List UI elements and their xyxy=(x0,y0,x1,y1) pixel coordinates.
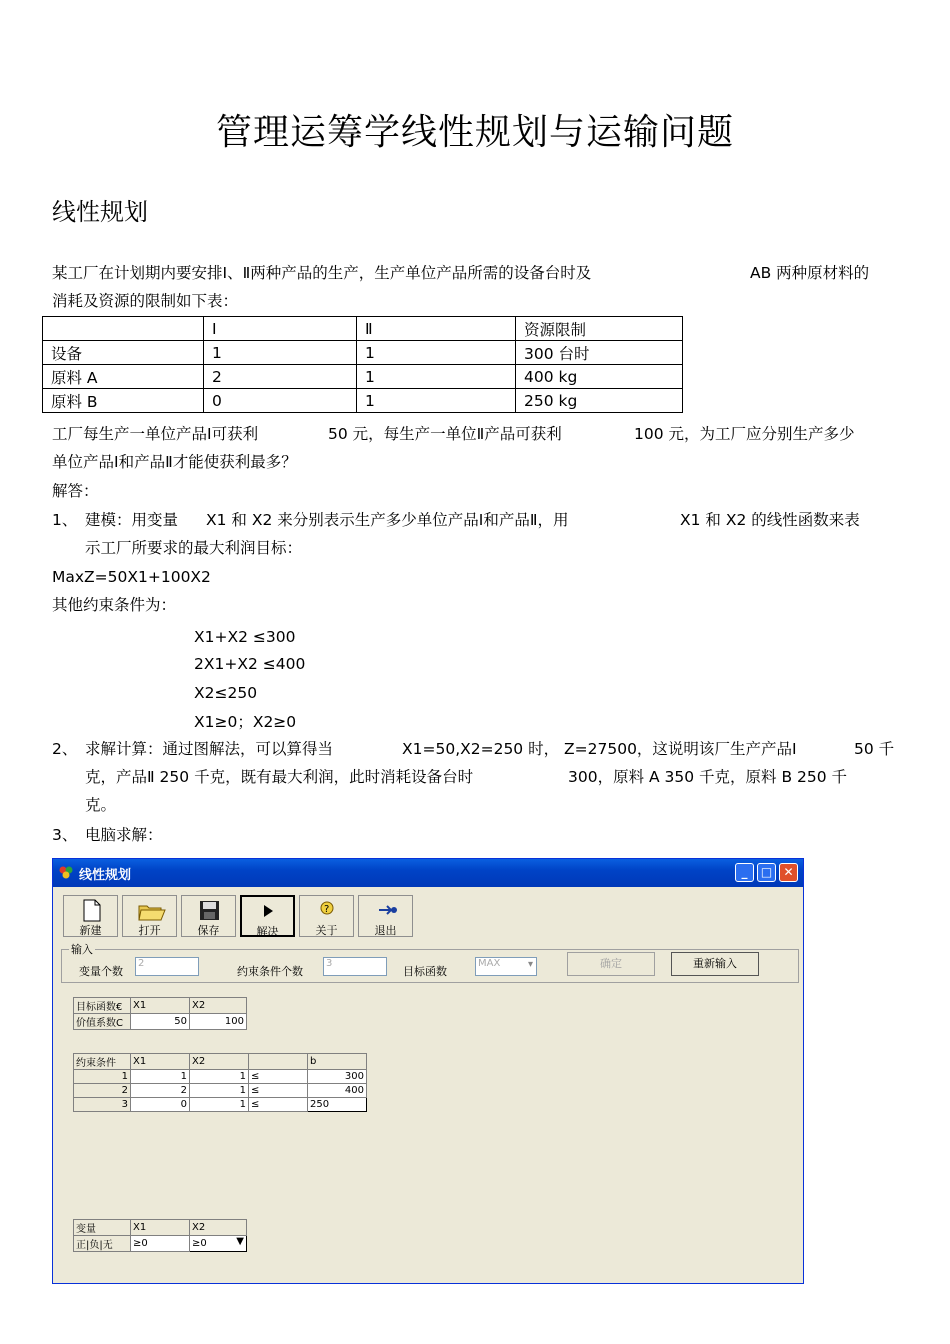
exit-icon xyxy=(359,898,414,922)
constraint-line: 2X1+X2 ≤400 xyxy=(194,655,306,673)
grid-row-label: 价值系数C xyxy=(74,1014,131,1030)
objective-grid xyxy=(73,997,247,1030)
item2-text-c: 50 千 xyxy=(854,740,895,758)
save-button-label: 保存 xyxy=(197,924,220,937)
maximize-button[interactable] xyxy=(757,863,776,882)
window-titlebar[interactable] xyxy=(53,859,803,887)
grid-row-label: 1 xyxy=(74,1070,131,1084)
about-button-label: 关于 xyxy=(315,924,338,937)
constraint-line: X1+X2 ≤300 xyxy=(194,628,296,646)
cons-count-input[interactable]: 3 xyxy=(323,957,387,976)
table-cell: 250 kg xyxy=(516,389,683,413)
grid-header: b xyxy=(308,1054,367,1070)
table-cell: 设备 xyxy=(43,341,204,365)
help-icon xyxy=(300,898,355,922)
grid-row-label: 正|负|无 xyxy=(74,1236,131,1252)
close-icon: ✕ xyxy=(783,865,794,879)
variable-grid xyxy=(73,1219,247,1252)
save-button[interactable] xyxy=(181,895,236,937)
sign-select[interactable] xyxy=(190,1236,247,1252)
table-cell: 1 xyxy=(357,341,516,365)
table-cell: 1 xyxy=(357,365,516,389)
grid-cell[interactable]: ≥0 xyxy=(131,1236,190,1252)
intro-text-1b: AB 两种原材料的 xyxy=(750,264,870,282)
item2-text-b: X1=50,X2=250 时， Z=27500，这说明该厂生产产品Ⅰ xyxy=(402,740,797,758)
objective-select[interactable] xyxy=(475,957,537,976)
table-row xyxy=(43,341,683,365)
table-row xyxy=(43,389,683,413)
grid-cell[interactable]: 2 xyxy=(131,1084,190,1098)
grid-header xyxy=(249,1054,308,1070)
grid-cell[interactable]: 1 xyxy=(190,1070,249,1084)
grid-header: X2 xyxy=(190,998,247,1014)
input-frame-label: 输入 xyxy=(71,943,93,956)
table-cell: 原料 B xyxy=(43,389,204,413)
new-button-label: 新建 xyxy=(79,924,102,937)
answer-label: 解答： xyxy=(52,482,99,500)
svg-text:?: ? xyxy=(324,904,330,915)
open-button-label: 打开 xyxy=(138,924,161,937)
grid-cell[interactable]: 1 xyxy=(131,1070,190,1084)
grid-cell-editing[interactable]: 250 xyxy=(308,1098,367,1112)
section-heading: 线性规划 xyxy=(52,198,148,226)
profit-text-1a: 工厂每生产一单位产品Ⅰ可获利 xyxy=(52,425,259,443)
grid-cell[interactable]: 1 xyxy=(190,1098,249,1112)
save-icon xyxy=(182,898,237,922)
grid-row-label: 3 xyxy=(74,1098,131,1112)
table-cell xyxy=(43,317,204,341)
item3-text: 电脑求解： xyxy=(85,826,163,844)
new-file-icon xyxy=(64,898,119,922)
resource-table xyxy=(42,316,683,413)
page-title: 管理运筹学线性规划与运输问题 xyxy=(215,112,734,153)
grid-cell[interactable]: 100 xyxy=(190,1014,247,1030)
table-cell: 1 xyxy=(357,389,516,413)
table-row xyxy=(43,365,683,389)
table-cell: 400 kg xyxy=(516,365,683,389)
table-cell: Ⅰ xyxy=(204,317,357,341)
sign-select-value: ≥0 xyxy=(192,1238,207,1249)
table-row xyxy=(74,1084,367,1098)
new-button[interactable] xyxy=(63,895,118,937)
lp-window xyxy=(52,858,804,1284)
item-number: 2、 xyxy=(52,740,78,758)
grid-cell[interactable]: 300 xyxy=(308,1070,367,1084)
table-cell: 300 台时 xyxy=(516,341,683,365)
item2-text-a: 求解计算：通过图解法，可以算得当 xyxy=(85,740,334,758)
grid-header: X2 xyxy=(190,1054,249,1070)
grid-header: X2 xyxy=(190,1220,247,1236)
profit-text-1c: 100 元，为工厂应分别生产多少 xyxy=(634,425,855,443)
constraints-label: 其他约束条件为： xyxy=(52,596,177,614)
minimize-icon: _ xyxy=(741,865,748,879)
item1-text-c: X1 和 X2 的线性函数来表 xyxy=(680,511,860,529)
folder-icon xyxy=(123,898,178,922)
table-cell: 原料 A xyxy=(43,365,204,389)
item1-text-b: X1 和 X2 来分别表示生产多少单位产品Ⅰ和产品Ⅱ，用 xyxy=(206,511,569,529)
table-cell: 2 xyxy=(204,365,357,389)
play-icon xyxy=(242,899,293,923)
var-count-input[interactable]: 2 xyxy=(135,957,199,976)
grid-cell[interactable]: 50 xyxy=(131,1014,190,1030)
table-header-row xyxy=(43,317,683,341)
table-cell: 1 xyxy=(204,341,357,365)
intro-text-1a: 某工厂在计划期内要安排Ⅰ、Ⅱ两种产品的生产，生产单位产品所需的设备台时及 xyxy=(52,264,592,282)
grid-row-label: 2 xyxy=(74,1084,131,1098)
solve-button[interactable] xyxy=(240,895,295,937)
grid-cell[interactable]: ≤ xyxy=(249,1070,308,1084)
exit-button[interactable] xyxy=(358,895,413,937)
item-number: 1、 xyxy=(52,511,78,529)
confirm-button[interactable]: 确定 xyxy=(567,952,655,976)
close-button[interactable] xyxy=(779,863,798,882)
constraint-line: X1≥0；X2≥0 xyxy=(194,713,297,731)
table-cell: Ⅱ xyxy=(357,317,516,341)
about-button[interactable] xyxy=(299,895,354,937)
grid-cell[interactable]: 400 xyxy=(308,1084,367,1098)
grid-header: 约束条件 xyxy=(74,1054,131,1070)
objective-select-value: MAX xyxy=(478,958,501,969)
table-cell: 0 xyxy=(204,389,357,413)
item2-text-2b: 300，原料 A 350 千克，原料 B 250 千 xyxy=(568,768,848,786)
item2-text-2a: 克，产品Ⅱ 250 千克，既有最大利润，此时消耗设备台时 xyxy=(85,768,474,786)
open-button[interactable] xyxy=(122,895,177,937)
item1-text-a: 建模：用变量 xyxy=(85,511,179,529)
intro-text-2: 消耗及资源的限制如下表： xyxy=(52,292,239,310)
chevron-down-icon: ▼ xyxy=(236,1236,244,1247)
reinput-button[interactable]: 重新输入 xyxy=(671,952,759,976)
profit-text-2: 单位产品Ⅰ和产品Ⅱ才能使获利最多？ xyxy=(52,453,297,471)
maximize-icon: □ xyxy=(760,865,773,879)
exit-button-label: 退出 xyxy=(374,924,397,937)
grid-cell[interactable]: 1 xyxy=(190,1084,249,1098)
item1-text-2: 示工厂所要求的最大利润目标： xyxy=(85,539,303,557)
grid-cell[interactable]: ≤ xyxy=(249,1098,308,1112)
grid-cell[interactable]: ≤ xyxy=(249,1084,308,1098)
grid-header: X1 xyxy=(131,1220,190,1236)
grid-header: X1 xyxy=(131,998,190,1014)
solve-button-label: 解决 xyxy=(256,925,279,938)
profit-text-1b: 50 元，每生产一单位Ⅱ产品可获利 xyxy=(328,425,562,443)
grid-header: 变量 xyxy=(74,1220,131,1236)
objective-formula: MaxZ=50X1+100X2 xyxy=(52,568,211,586)
table-cell: 资源限制 xyxy=(516,317,683,341)
item2-text-3: 克。 xyxy=(85,796,117,814)
var-count-label: 变量个数 xyxy=(79,965,123,978)
constraint-line: X2≤250 xyxy=(194,684,258,702)
window-title: 线性规划 xyxy=(79,868,132,883)
constraint-grid xyxy=(73,1053,367,1112)
table-row xyxy=(74,1098,367,1112)
cons-count-label: 约束条件个数 xyxy=(237,965,303,978)
grid-header: X1 xyxy=(131,1054,190,1070)
item-number: 3、 xyxy=(52,826,78,844)
app-icon xyxy=(59,865,73,879)
minimize-button[interactable] xyxy=(735,863,754,882)
grid-header: 目标函数€ xyxy=(74,998,131,1014)
chevron-down-icon: ▾ xyxy=(527,959,533,970)
objective-label: 目标函数 xyxy=(403,965,447,978)
table-row xyxy=(74,1070,367,1084)
grid-cell[interactable]: 0 xyxy=(131,1098,190,1112)
